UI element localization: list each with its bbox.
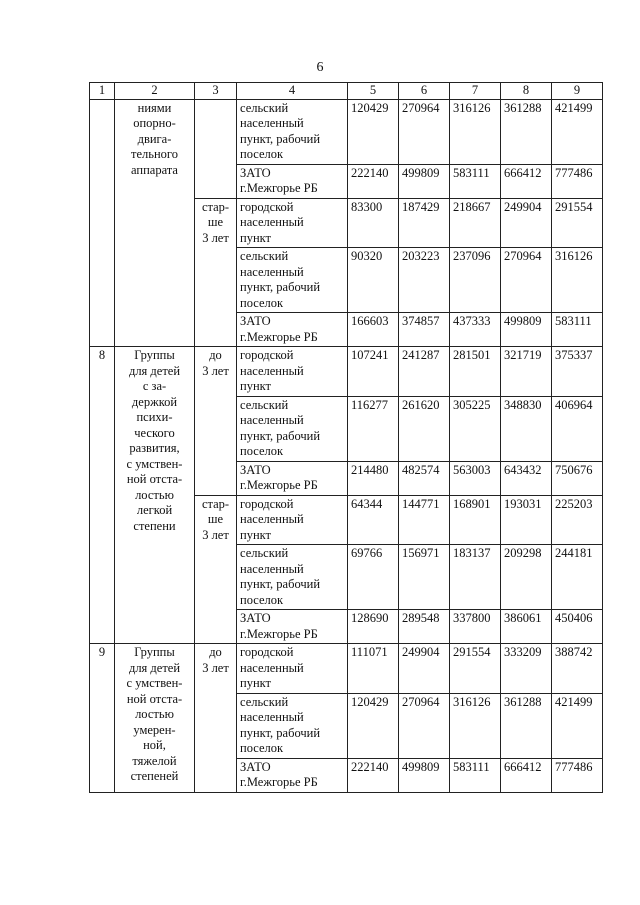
value-cell: 116277 xyxy=(348,396,399,461)
value-cell: 241287 xyxy=(399,347,450,397)
value-cell: 90320 xyxy=(348,248,399,313)
value-cell: 107241 xyxy=(348,347,399,397)
value-cell: 361288 xyxy=(501,693,552,758)
value-cell: 64344 xyxy=(348,495,399,545)
row-number-cell: 8 xyxy=(90,347,115,644)
settlement-type-cell: городской населенный пункт xyxy=(237,644,348,694)
value-cell: 218667 xyxy=(450,198,501,248)
header-cell: 5 xyxy=(348,83,399,100)
value-cell: 437333 xyxy=(450,313,501,347)
header-cell: 7 xyxy=(450,83,501,100)
group-name-cell: Группы для детей с умствен- ной отста- лостью умерен- ной, тяжелой степеней xyxy=(115,644,195,793)
value-cell: 111071 xyxy=(348,644,399,694)
value-cell: 316126 xyxy=(450,99,501,164)
value-cell: 166603 xyxy=(348,313,399,347)
value-cell: 69766 xyxy=(348,545,399,610)
settlement-type-cell: городской населенный пункт xyxy=(237,495,348,545)
value-cell: 643432 xyxy=(501,461,552,495)
value-cell: 203223 xyxy=(399,248,450,313)
header-cell: 4 xyxy=(237,83,348,100)
value-cell: 291554 xyxy=(450,644,501,694)
value-cell: 187429 xyxy=(399,198,450,248)
value-cell: 305225 xyxy=(450,396,501,461)
value-cell: 777486 xyxy=(552,164,603,198)
value-cell: 421499 xyxy=(552,99,603,164)
value-cell: 144771 xyxy=(399,495,450,545)
table-row xyxy=(90,644,603,694)
settlement-type-cell: городской населенный пункт xyxy=(237,198,348,248)
value-cell: 209298 xyxy=(501,545,552,610)
value-cell: 583111 xyxy=(450,758,501,792)
settlement-type-cell: сельский населенный пункт, рабочий поселок xyxy=(237,248,348,313)
settlement-type-cell: ЗАТО г.Межгорье РБ xyxy=(237,610,348,644)
value-cell: 563003 xyxy=(450,461,501,495)
value-cell: 499809 xyxy=(501,313,552,347)
value-cell: 291554 xyxy=(552,198,603,248)
value-cell: 222140 xyxy=(348,758,399,792)
value-cell: 222140 xyxy=(348,164,399,198)
value-cell: 193031 xyxy=(501,495,552,545)
value-cell: 316126 xyxy=(450,693,501,758)
value-cell: 374857 xyxy=(399,313,450,347)
value-cell: 270964 xyxy=(399,693,450,758)
value-cell: 237096 xyxy=(450,248,501,313)
value-cell: 499809 xyxy=(399,758,450,792)
value-cell: 388742 xyxy=(552,644,603,694)
value-cell: 406964 xyxy=(552,396,603,461)
row-number-cell xyxy=(90,99,115,347)
header-cell: 3 xyxy=(195,83,237,100)
age-group-cell: стар- ше 3 лет xyxy=(195,198,237,347)
value-cell: 777486 xyxy=(552,758,603,792)
table-row xyxy=(90,347,603,397)
tariff-table xyxy=(89,82,603,793)
value-cell: 214480 xyxy=(348,461,399,495)
value-cell: 482574 xyxy=(399,461,450,495)
value-cell: 321719 xyxy=(501,347,552,397)
value-cell: 156971 xyxy=(399,545,450,610)
value-cell: 499809 xyxy=(399,164,450,198)
value-cell: 270964 xyxy=(399,99,450,164)
value-cell: 249904 xyxy=(501,198,552,248)
value-cell: 583111 xyxy=(552,313,603,347)
value-cell: 333209 xyxy=(501,644,552,694)
value-cell: 83300 xyxy=(348,198,399,248)
value-cell: 361288 xyxy=(501,99,552,164)
settlement-type-cell: сельский населенный пункт, рабочий поселок xyxy=(237,545,348,610)
value-cell: 583111 xyxy=(450,164,501,198)
value-cell: 270964 xyxy=(501,248,552,313)
value-cell: 281501 xyxy=(450,347,501,397)
value-cell: 183137 xyxy=(450,545,501,610)
row-number-cell: 9 xyxy=(90,644,115,793)
settlement-type-cell: сельский населенный пункт, рабочий поселок xyxy=(237,693,348,758)
value-cell: 244181 xyxy=(552,545,603,610)
value-cell: 386061 xyxy=(501,610,552,644)
page-number: 6 xyxy=(316,60,324,75)
age-group-cell xyxy=(195,99,237,198)
header-cell: 1 xyxy=(90,83,115,100)
value-cell: 289548 xyxy=(399,610,450,644)
value-cell: 348830 xyxy=(501,396,552,461)
value-cell: 261620 xyxy=(399,396,450,461)
settlement-type-cell: сельский населенный пункт, рабочий поселок xyxy=(237,99,348,164)
value-cell: 128690 xyxy=(348,610,399,644)
age-group-cell: до 3 лет xyxy=(195,644,237,793)
settlement-type-cell: сельский населенный пункт, рабочий поселок xyxy=(237,396,348,461)
value-cell: 450406 xyxy=(552,610,603,644)
value-cell: 666412 xyxy=(501,758,552,792)
settlement-type-cell: ЗАТО г.Межгорье РБ xyxy=(237,164,348,198)
value-cell: 421499 xyxy=(552,693,603,758)
value-cell: 120429 xyxy=(348,99,399,164)
age-group-cell: стар- ше 3 лет xyxy=(195,495,237,644)
value-cell: 225203 xyxy=(552,495,603,545)
settlement-type-cell: ЗАТО г.Межгорье РБ xyxy=(237,758,348,792)
value-cell: 337800 xyxy=(450,610,501,644)
value-cell: 168901 xyxy=(450,495,501,545)
group-name-cell: ниями опорно- двига- тельного аппарата xyxy=(115,99,195,347)
value-cell: 316126 xyxy=(552,248,603,313)
header-cell: 6 xyxy=(399,83,450,100)
value-cell: 750676 xyxy=(552,461,603,495)
table-row xyxy=(90,99,603,164)
header-cell: 2 xyxy=(115,83,195,100)
header-row xyxy=(90,83,603,100)
value-cell: 666412 xyxy=(501,164,552,198)
header-cell: 8 xyxy=(501,83,552,100)
settlement-type-cell: ЗАТО г.Межгорье РБ xyxy=(237,461,348,495)
header-cell: 9 xyxy=(552,83,603,100)
group-name-cell: Группы для детей с за- держкой психи- ческого развития, с умствен- ной отста- лостью легкой степени xyxy=(115,347,195,644)
value-cell: 375337 xyxy=(552,347,603,397)
settlement-type-cell: ЗАТО г.Межгорье РБ xyxy=(237,313,348,347)
age-group-cell: до 3 лет xyxy=(195,347,237,496)
settlement-type-cell: городской населенный пункт xyxy=(237,347,348,397)
value-cell: 249904 xyxy=(399,644,450,694)
value-cell: 120429 xyxy=(348,693,399,758)
